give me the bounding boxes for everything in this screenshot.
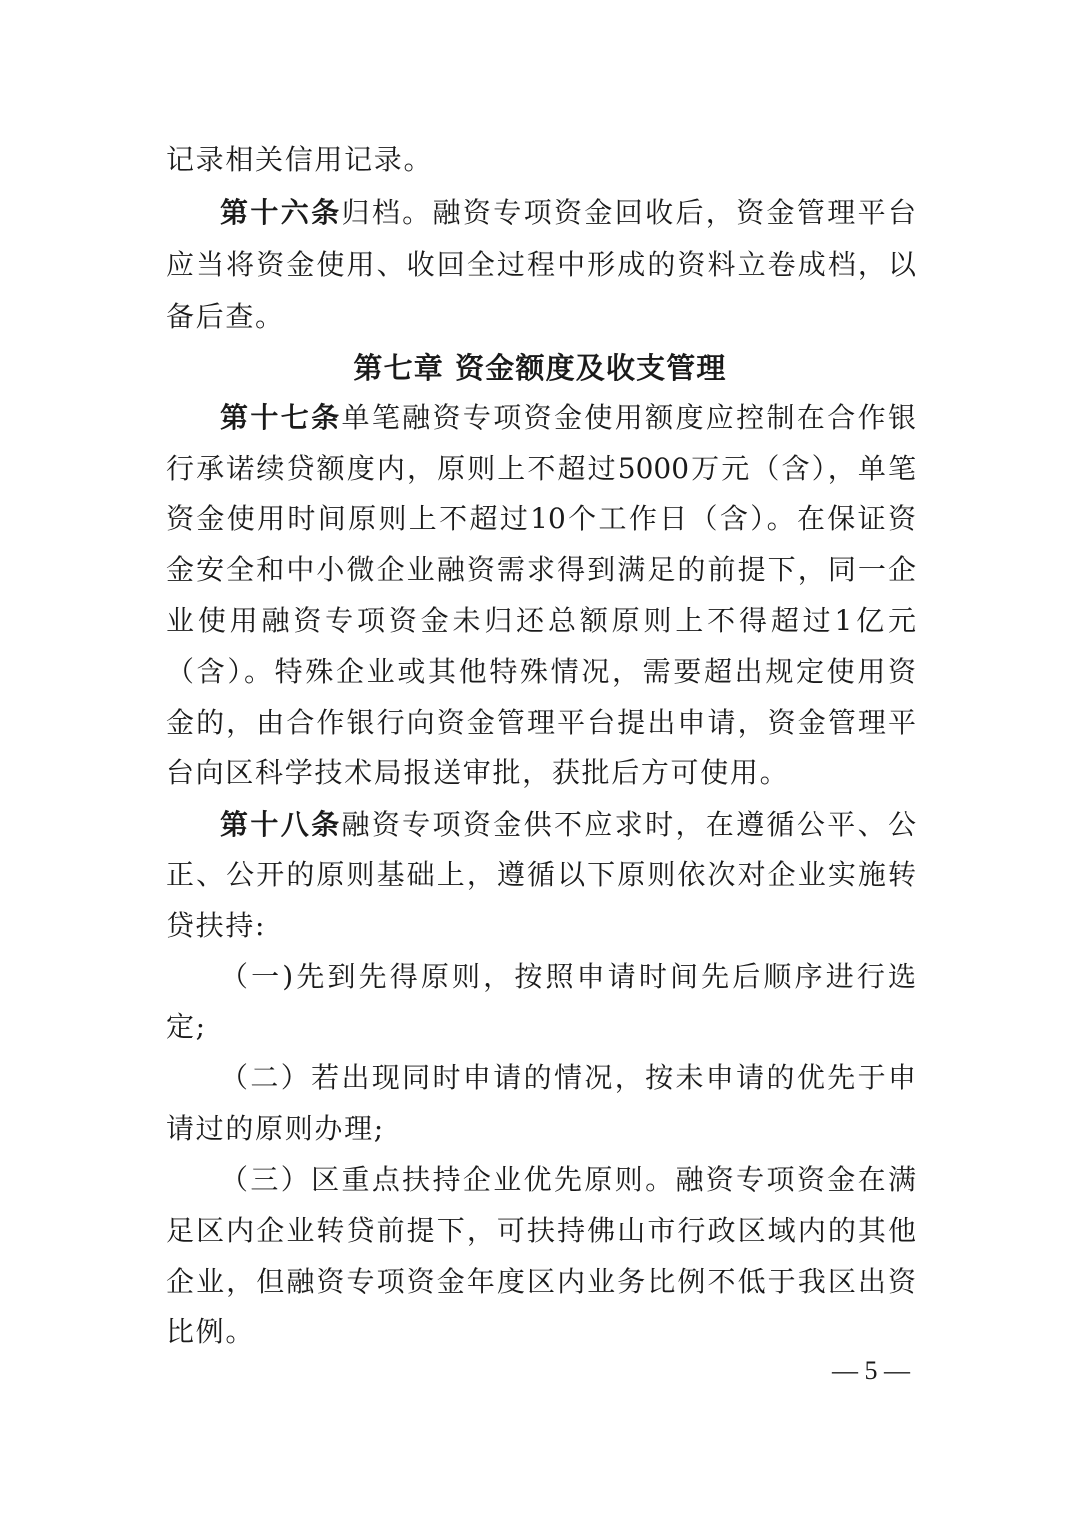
article-16-label: 第十六条 xyxy=(220,196,342,229)
text-line: 台向区科学技术局报送审批，获批后方可使用。 xyxy=(166,756,790,789)
article-17-first-line: 第十七条单笔融资专项资金使用额度应控制在合作银 xyxy=(220,401,916,434)
text-line: 应当将资金使用、收回全过程中形成的资料立卷成档，以 xyxy=(166,248,916,281)
text-line: 资金使用时间原则上不超过10个工作日（含）。在保证资 xyxy=(166,502,916,535)
text-line: 贷扶持: xyxy=(166,909,267,942)
text-line: 行承诺续贷额度内，原则上不超过5000万元（含），单笔 xyxy=(166,452,916,485)
text-line: 比例。 xyxy=(166,1315,256,1348)
text-line: 定; xyxy=(166,1010,207,1043)
text-line: 企业，但融资专项资金年度区内业务比例不低于我区出资 xyxy=(166,1265,916,1298)
page-number: — 5 — xyxy=(832,1356,910,1385)
text-line: 业使用融资专项资金未归还总额原则上不得超过1亿元 xyxy=(166,604,916,637)
article-16-first-line: 第十六条归档。融资专项资金回收后，资金管理平台 xyxy=(220,196,916,229)
text-line: 备后查。 xyxy=(166,300,285,333)
text-line: 记录相关信用记录。 xyxy=(166,143,434,176)
text-line: 金的，由合作银行向资金管理平台提出申请，资金管理平 xyxy=(166,706,916,739)
text-line: （含）。特殊企业或其他特殊情况，需要超出规定使用资 xyxy=(166,655,916,688)
list-item-3: （三）区重点扶持企业优先原则。融资专项资金在满 xyxy=(220,1163,916,1196)
list-item-1: （一)先到先得原则，按照申请时间先后顺序进行选 xyxy=(220,960,916,993)
article-18-first-line: 第十八条融资专项资金供不应求时，在遵循公平、公 xyxy=(220,808,916,841)
chapter-heading: 第七章 资金额度及收支管理 xyxy=(353,351,727,385)
text-line: 正、公开的原则基础上，遵循以下原则依次对企业实施转 xyxy=(166,858,916,891)
text-line: 金安全和中小微企业融资需求得到满足的前提下，同一企 xyxy=(166,553,916,586)
list-item-2: （二）若出现同时申请的情况，按未申请的优先于申 xyxy=(220,1061,916,1094)
text-line: 足区内企业转贷前提下，可扶持佛山市行政区域内的其他 xyxy=(166,1214,916,1247)
article-18-label: 第十八条 xyxy=(220,808,342,841)
article-17-label: 第十七条 xyxy=(220,401,342,434)
text-line: 请过的原则办理; xyxy=(166,1112,385,1145)
